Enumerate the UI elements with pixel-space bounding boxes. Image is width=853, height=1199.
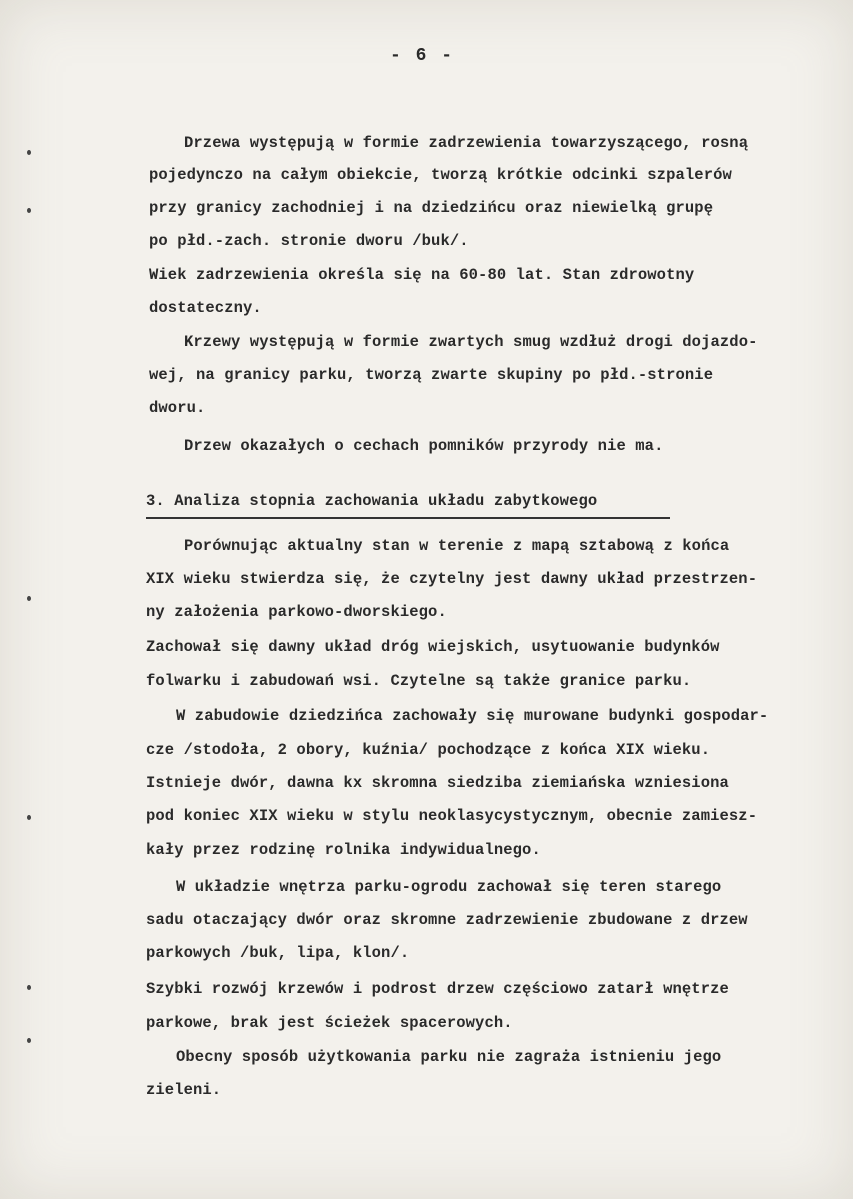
- section-heading: 3. Analiza stopnia zachowania układu zabytkowego: [146, 492, 598, 510]
- margin-mark: [27, 815, 31, 820]
- text-line: Wiek zadrzewienia określa się na 60-80 lat. Stan zdrowotny: [149, 266, 695, 284]
- text-line: Porównując aktualny stan w terenie z mapą sztabową z końca: [184, 537, 730, 555]
- text-line: XIX wieku stwierdza się, że czytelny jest dawny układ przestrzen-: [146, 570, 758, 588]
- text-line: dostateczny.: [149, 299, 262, 317]
- text-line: ny założenia parkowo-dworskiego.: [146, 603, 447, 621]
- text-line: Drzewa występują w formie zadrzewienia towarzyszącego, rosną: [184, 134, 749, 152]
- text-line: Istnieje dwór, dawna kx skromna siedziba ziemiańska wzniesiona: [146, 774, 729, 792]
- text-line: parkowych /buk, lipa, klon/.: [146, 944, 410, 962]
- text-line: Szybki rozwój krzewów i podrost drzew częściowo zatarł wnętrze: [146, 980, 729, 998]
- margin-mark: [27, 1038, 31, 1043]
- text-line: po płd.-zach. stronie dworu /buk/.: [149, 232, 469, 250]
- margin-mark: [27, 150, 31, 155]
- text-line: Krzewy występują w formie zwartych smug wzdłuż drogi dojazdo-: [184, 333, 758, 351]
- text-line: folwarku i zabudowań wsi. Czytelne są także granice parku.: [146, 672, 692, 690]
- text-line: W układzie wnętrza parku-ogrodu zachował się teren starego: [176, 878, 722, 896]
- text-line: przy granicy zachodniej i na dziedzińcu oraz niewielką grupę: [149, 199, 714, 217]
- text-line: kały przez rodzinę rolnika indywidualnego.: [146, 841, 541, 859]
- text-line: dworu.: [149, 399, 206, 417]
- text-line: Drzew okazałych o cechach pomników przyrody nie ma.: [184, 437, 664, 455]
- text-line: Obecny sposób użytkowania parku nie zagraża istnieniu jego: [176, 1048, 722, 1066]
- heading-underline: [146, 517, 670, 519]
- page-number: - 6 -: [390, 46, 455, 66]
- margin-mark: [27, 985, 31, 990]
- text-line: sadu otaczający dwór oraz skromne zadrzewienie zbudowane z drzew: [146, 911, 748, 929]
- text-line: zieleni.: [146, 1081, 222, 1099]
- text-line: wej, na granicy parku, tworzą zwarte skupiny po płd.-stronie: [149, 366, 714, 384]
- text-line: pojedynczo na całym obiekcie, tworzą krótkie odcinki szpalerów: [149, 166, 732, 184]
- text-line: cze /stodoła, 2 obory, kuźnia/ pochodzące z końca XIX wieku.: [146, 741, 711, 759]
- text-line: W zabudowie dziedzińca zachowały się murowane budynki gospodar-: [176, 707, 769, 725]
- text-line: Zachował się dawny układ dróg wiejskich, usytuowanie budynków: [146, 638, 720, 656]
- margin-mark: [27, 208, 31, 213]
- text-line: parkowe, brak jest ścieżek spacerowych.: [146, 1014, 513, 1032]
- text-line: pod koniec XIX wieku w stylu neoklasycystycznym, obecnie zamiesz-: [146, 807, 758, 825]
- margin-mark: [27, 596, 31, 601]
